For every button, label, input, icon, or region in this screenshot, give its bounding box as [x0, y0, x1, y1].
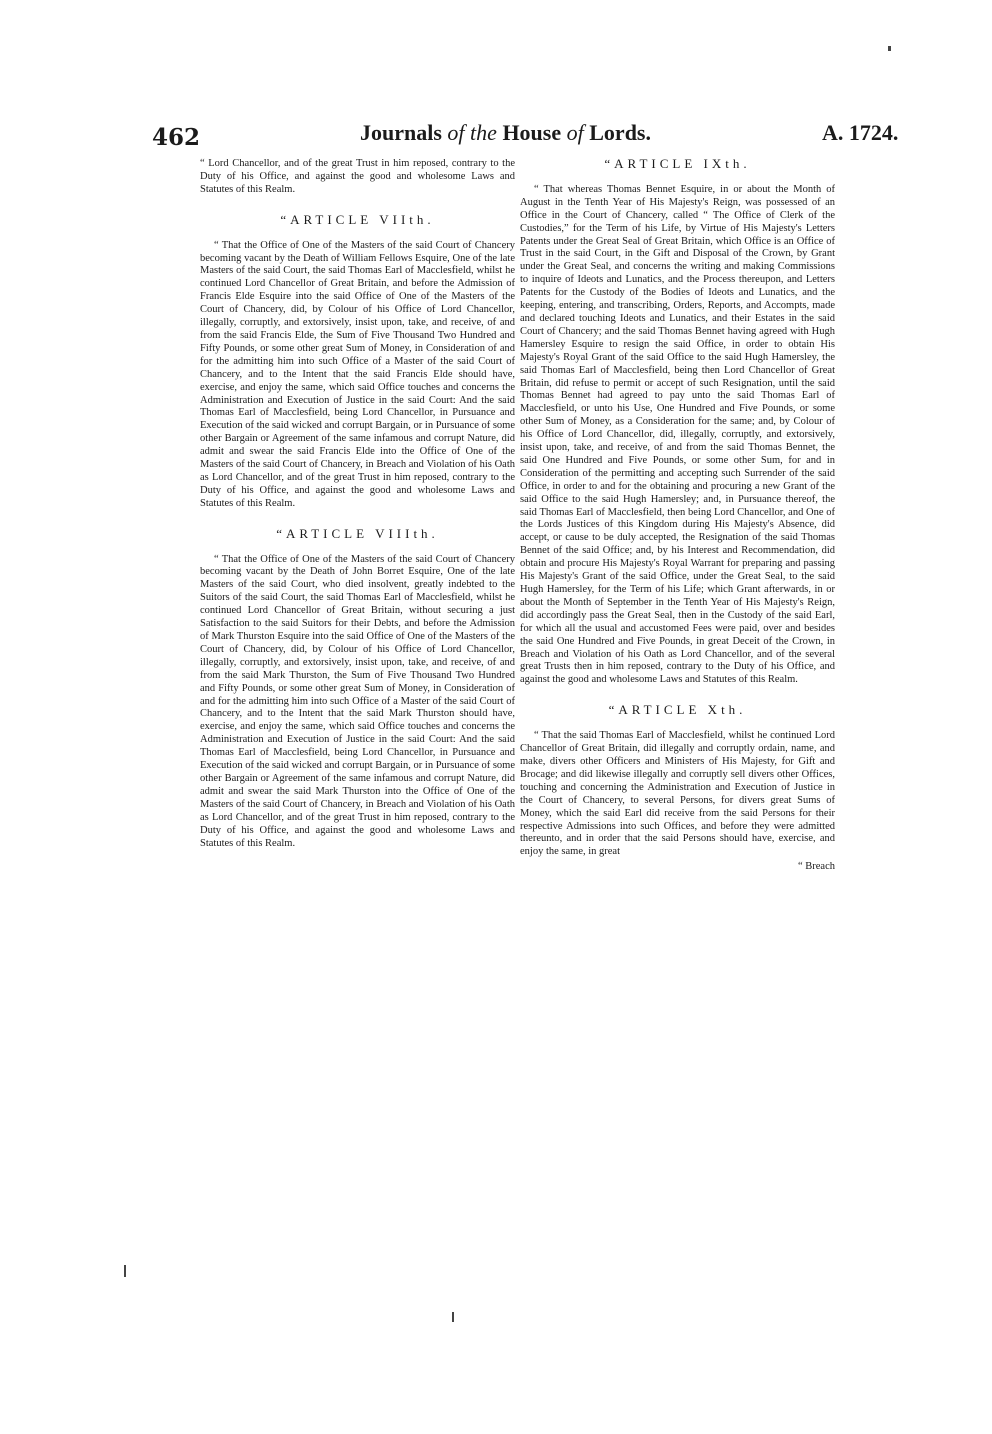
- page-header: [150, 118, 899, 154]
- year-label: A. 1724.: [822, 120, 899, 145]
- continued-paragraph: “ Lord Chancellor, and of the great Trust in him reposed, contrary to the Duty of his Office, and against the good and wholesome Laws and Statutes of this Realm.: [200, 158, 515, 195]
- article-8-heading: “ARTICLE VIIIth.: [276, 525, 439, 541]
- article-7-text: “ That the Office of One of the Masters of the said Court of Chancery becoming vacant by the Death of William Fellows Esquire, One of the late Masters of the said Court, the said Thomas Earl of Macclesfield, whilst he continued Lord Chancellor of Great Britain, and before the Admission of Francis Elde Esquire into the said Office of One of the Masters of the Court of Chancery, did, by Colour of his Office of Lord Chancellor, illegally, corruptly, and extorsively, insist upon, take, and receive, of and from the said Francis Elde, the Sum of Five Thousand Two Hundred and Fifty Pounds, or some other great Sum of Money, in Consideration of and for the admitting him into such Office of a Master of the said Court of Chancery, and to the Intent that the said Francis Elde should have, exercise, and enjoy the same, which said Office touches and concerns the Administration and Execution of Justice in the said Court: And the said Thomas Earl of Macclesfield, being Lord Chancellor, in Pursuance and Execution of the said wicked and corrupt Bargain, or in Pursuance of some other Bargain or Agreement of the same infamous and corrupt Nature, did admit and swear the said Francis Elde into the Office of One of the Masters of the said Court of Chancery, in Breach and Violation of his Oath as Lord Chancellor, and of the great Trust in him reposed, contrary to the Duty of his Office, and against the good and wholesome Laws and Statutes of this Realm.: [200, 239, 515, 509]
- article-10-text: “ That the said Thomas Earl of Macclesfield, whilst he continued Lord Chancellor of Great Britain, did illegally and corruptly ordain, name, and make, divers other Officers and Ministers of His Majesty, for Gift and Brocage; and did likewise illegally and corruptly sell divers other Offices, touching and concerning the Administration and Execution of Justice in the Court of Chancery, to several Persons, for divers great Sums of Money, which the said Earl did receive from the said Persons for their respective Admissions into such Offices, and before they were admitted thereunto, and in order that the said Persons should have, exercise, and enjoy the same, in great: [520, 730, 835, 858]
- scan-speck: [452, 1312, 454, 1322]
- article-9-text: “ That whereas Thomas Bennet Esquire, in or about the Month of August in the Tenth Year of His Majesty's Reign, was possessed of an Office in the Court of Chancery, called “ The Office of Clerk of the Custodies,” for the Term of his Life, by Virtue of His Majesty's Letters Patents under the Great Seal of Great Britain, which Office is an Office of Trust in the said Court, in the Gift and Disposal of the Crown, by Grant under the Great Seal, and concerns the writing and making Commissions to inquire of Ideots and Lunatics, and the Process thereupon, and Letters Patents for the Custody of the Bodies of Ideots and Lunatics, and the keeping, entering, and transcribing, Orders, Reports, and Accompts, made and declared touching Ideots and Lunatics, and their Estates in the said Court of Chancery; and the said Thomas Bennet having agreed with Hugh Hamersley Esquire to resign the said Office, in order to obtain His Majesty's Royal Grant of the said Office to the said Hugh Hamersley, the said Thomas Earl of Macclesfield, being then Lord Chancellor of Great Britain, did refuse to permit or accept of such Resignation, until the said Thomas Bennet had agreed to pay unto the said Thomas Earl of Macclesfield, or unto his Use, One Hundred and Five Pounds, or some other Sum of Money, as a Consideration for the same; and, by Colour of his Office of Lord Chancellor, did, illegally, corruptly, and extorsively, insist upon, take, and receive, of and from the said Thomas Bennet, the said One Hundred and Five Pounds, or some other Sum, for and in Consideration of the permitting and accepting such Surrender of the said Office, in order to and for the obtaining and procuring a new Grant of the said Office to the said Hugh Hamersley; and, in Pursuance thereof, the said Thomas Earl of Macclesfield, then being Lord Chancellor, and One of the Lords Justices of this Kingdom during His Majesty's Absence, did accept, or cause to be duly accepted, the Resignation of the said Thomas Bennet of the said Office; and, by his Interest and Recommendation, did obtain and procure His Majesty's Royal Warrant for preparing and passing His Majesty's Grant of the said Office, under the Great Seal, to the said Hugh Hamersley, for the Term of his Life; which Grant afterwards, in or about the Month of September in the Tenth Year of His Majesty's Reign, did accordingly pass the Great Seal, then in the Custody of the said Earl, for which all the usual and accustomed Fees were paid, over and besides the said One Hundred and Five Pounds, in great Deceit of the Crown, in Breach and Violation of his Oath as Lord Chancellor, and of the several great Trusts then in him reposed, contrary to the Duty of his Office, and against the good and wholesome Laws and Statutes of this Realm.: [520, 183, 835, 686]
- article-7-heading: “ARTICLE VIIth.: [280, 211, 435, 227]
- article-8-text: “ That the Office of One of the Masters of the said Court of Chancery becoming vacant by the Death of John Borret Esquire, One of the late Masters of the said Court, who died insolvent, greatly indebted to the Suitors of the said Court, the said Thomas Earl of Macclesfield, whilst he continued Lord Chancellor of Great Britain, without securing a just Satisfaction to the said Suitors for their Debts, and before the Admission of Mark Thurston Esquire into the said Office of One of the Masters of the Court of Chancery, did, by Colour of his Office of Lord Chancellor, illegally, corruptly, and extorsively, insist upon, take, and receive, of and from the said Mark Thurston, the Sum of Five Thousand Two Hundred and Fifty Pounds, or some other great Sum of Money, in Consideration of and for the admitting him into such Office of a Master of the said Court of Chancery, and to the Intent that the said Mark Thurston should have, exercise, and enjoy the same, which said Office touches and concerns the Administration and Execution of Justice in the said Court: And the said Thomas Earl of Macclesfield, being Lord Chancellor, in Pursuance and Execution of the said wicked and corrupt Bargain, or in Pursuance of some other Bargain or Agreement of the same infamous and corrupt Nature, did admit and swear the said Mark Thurston into the Office of One of the Masters of the said Court of Chancery, in Breach and Violation of his Oath as Lord Chancellor, and of the great Trust in him reposed, contrary to the Duty of his Office, and against the good and wholesome Laws and Statutes of this Realm.: [200, 553, 515, 849]
- left-column: [200, 158, 515, 1193]
- scan-speck: [888, 46, 891, 51]
- right-column: [520, 158, 835, 1193]
- catchword: “ Breach: [797, 861, 835, 873]
- article-9-heading: “ARTICLE IXth.: [604, 158, 751, 171]
- scan-speck: [124, 1265, 126, 1277]
- article-10-heading: “ARTICLE Xth.: [608, 702, 747, 718]
- page-number: 462: [152, 124, 201, 151]
- journal-title: Journals of the House of Lords.: [360, 120, 651, 145]
